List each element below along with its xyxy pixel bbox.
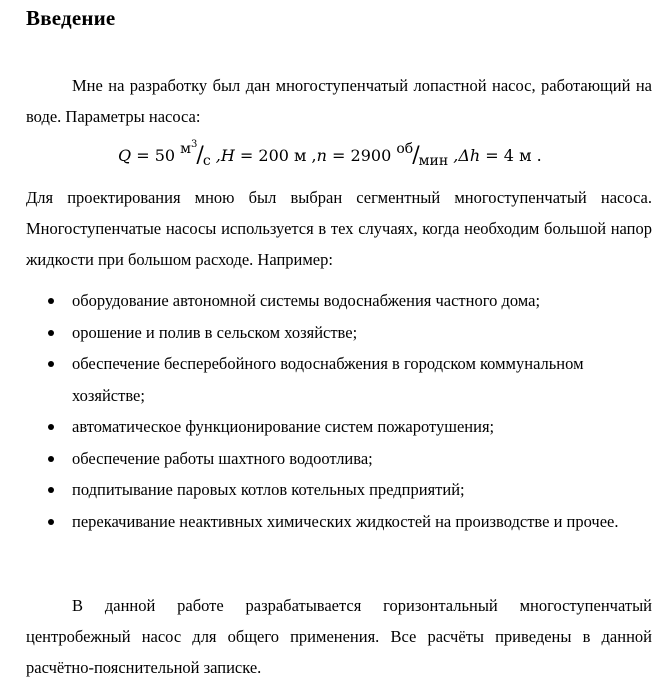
list-item: подпитывание паровых котлов котельных предприятий;	[26, 474, 652, 506]
formula-q-symbol: Q	[118, 146, 132, 165]
bullet-icon	[48, 330, 54, 336]
list-item: орошение и полив в сельском хозяйстве;	[26, 317, 652, 349]
bullet-icon	[48, 456, 54, 462]
formula-n-value: = 2900	[326, 146, 397, 165]
formula-h-value: = 200 м ,	[234, 146, 317, 165]
list-item: обеспечение работы шахтного водоотлива;	[26, 443, 652, 475]
bullet-icon	[48, 298, 54, 304]
pump-parameters-formula	[118, 139, 598, 169]
bullet-icon	[48, 519, 54, 525]
bullet-icon	[48, 361, 54, 367]
formula-n-symbol: n	[316, 146, 327, 165]
formula-n-unit-num: об	[396, 141, 414, 157]
bullet-icon	[48, 487, 54, 493]
conclusion-paragraph: В данной работе разрабатывается горизонтальный многоступенчатый центробежный насос для общего применения. Все расчёты приведены в данной расчётно-пояснительной записке.	[26, 596, 652, 677]
bullet-icon	[48, 424, 54, 430]
list-item: обеспечение бесперебойного водоснабжения в городском коммунальном хозяйстве;	[26, 348, 652, 411]
section-heading: Введение	[26, 6, 116, 30]
formula-dh-value: = 4 м .	[480, 146, 542, 165]
formula-q-unit: $м^3/с$	[180, 139, 211, 169]
application-list	[26, 285, 652, 537]
formula-q-value: = 50	[131, 146, 181, 165]
list-item: оборудование автономной системы водоснабжения частного дома;	[26, 285, 652, 317]
formula-q-unit-num: м	[180, 141, 192, 157]
list-item: автоматическое функционирование систем пожаротушения;	[26, 411, 652, 443]
formula-n-unit: об/мин	[396, 141, 449, 169]
formula-dh-symbol: ,Δh	[448, 146, 481, 165]
formula-q-unit-den: с	[202, 153, 211, 169]
formula-q-unit-exp: 3	[191, 139, 198, 150]
list-item: перекачивание неактивных химических жидкостей на производстве и прочее.	[26, 506, 652, 538]
formula-h-symbol: ,H	[210, 146, 235, 165]
intro-paragraph: Мне на разработку был дан многоступенчатый лопастной насос, работающий на воде. Параметры насоса:	[26, 76, 652, 126]
formula-n-unit-den: мин	[418, 153, 449, 169]
design-paragraph: Для проектирования мною был выбран сегментный многоступенчатый насоса. Многоступенчатые насосы используется в тех случаях, когда необходим большой напор жидкости при большом расходе. Например:	[26, 188, 652, 269]
